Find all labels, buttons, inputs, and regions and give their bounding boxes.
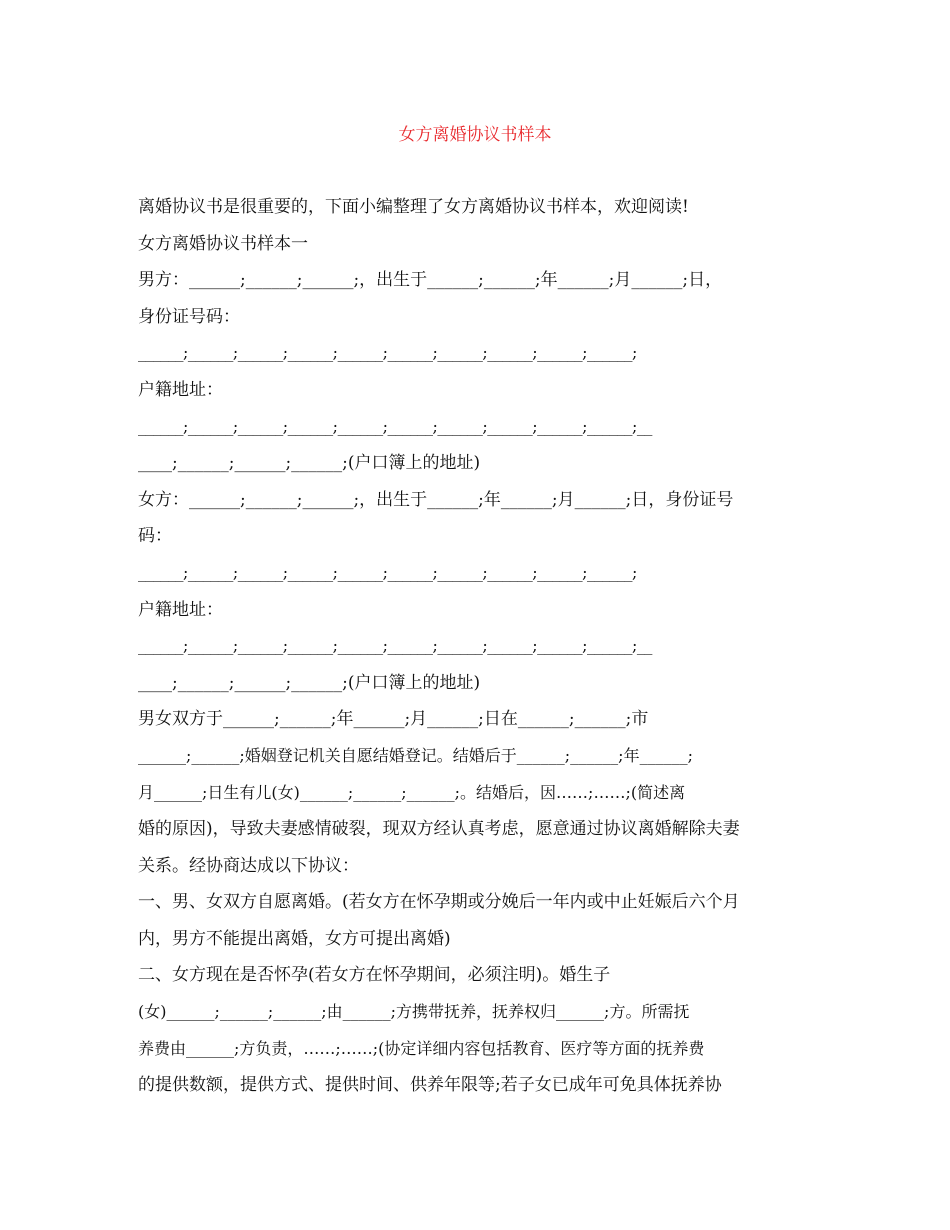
sample-heading: 女方离婚协议书样本一 [138,233,308,254]
husband-info-line: 男方：______;______;______;，出生于______;______;年______;月______;日， [138,270,723,291]
husband-address-note: ____;______;______;______;(户口簿上的地址) [138,453,481,474]
wife-address-label: 户籍地址： [138,599,223,620]
children-line: 月______;日生有儿(女)______;______;______;。结婚后，因……;……;(简述离 [138,782,686,802]
clause-2-line-4: 的提供数额，提供方式、提供时间、供养年限等;若子女已成年可免具体抚养协 [138,1075,722,1096]
document-body [138,196,818,1111]
husband-address-blanks: ______;______;______;______;______;______;______;______;______;______;__ [138,416,652,436]
husband-id-label: 身份证号码： [138,306,240,327]
wife-id-label: 码： [138,526,172,547]
clause-1-line-1: 一、男、女双方自愿离婚。(若女方在怀孕期或分娩后一年内或中止妊娠后六个月 [138,892,740,913]
clause-2-line-3: 养费由______;方负责，……;……;(协定详细内容包括教育、医疗等方面的抚养费 [138,1038,705,1058]
clause-2-line-2: (女)______;______;______;由______;方携带抚养，抚养权归______;方。所需抚 [138,1002,690,1022]
intro-line: 离婚协议书是很重要的，下面小编整理了女方离婚协议书样本，欢迎阅读! [138,197,689,217]
wife-address-note: ____;______;______;______;(户口簿上的地址) [138,672,481,693]
marriage-registration-line: ______;______;婚姻登记机关自愿结婚登记。结婚后于______;______;年______; [138,745,693,765]
wife-id-blanks: ______;______;______;______;______;______;______;______;______;______; [138,562,637,582]
marriage-date-line: 男女双方于______;______;年______;月______;日在______;______;市 [138,709,649,730]
wife-info-line: 女方：______;______;______;，出生于______;年______;月______;日，身份证号 [138,489,734,510]
clause-2-line-1: 二、女方现在是否怀孕(若女方在怀孕期间，必须注明)。婚生子 [138,965,611,986]
agreement-intro-line: 关系。经协商达成以下协议： [138,855,359,876]
husband-id-blanks: ______;______;______;______;______;______;______;______;______;______; [138,343,637,363]
document-title: 女方离婚协议书样本 [398,125,552,145]
clause-1-line-2: 内，男方不能提出离婚，女方可提出离婚) [138,928,451,949]
husband-address-label: 户籍地址： [138,379,223,400]
reason-line: 婚的原因)，导致夫妻感情破裂，现双方经认真考虑，愿意通过协议离婚解除夫妻 [138,819,740,840]
wife-address-blanks: ______;______;______;______;______;______;______;______;______;______;__ [138,636,652,656]
